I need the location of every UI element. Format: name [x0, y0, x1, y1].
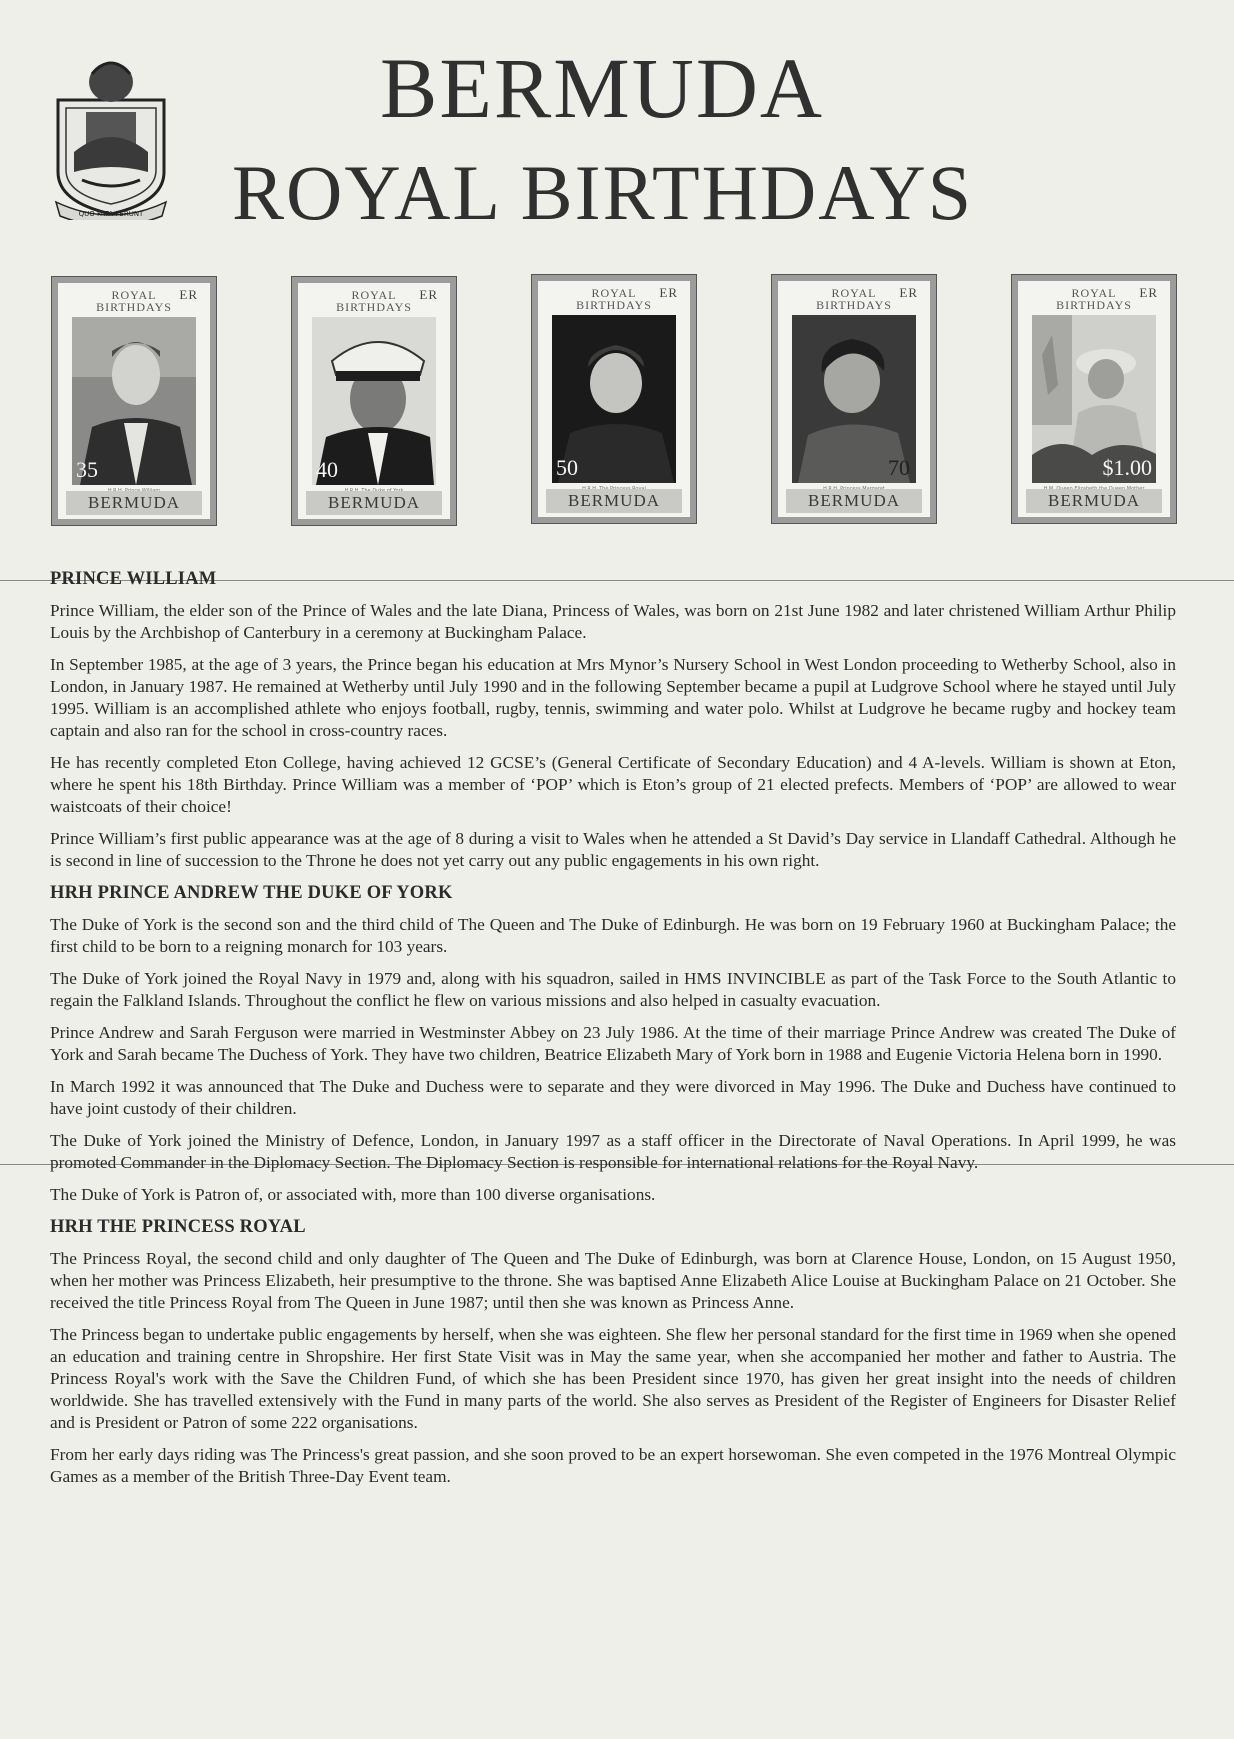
paragraph: He has recently completed Eton College, having achieved 12 GCSE’s (General Certificate of Secondary Education) and 4 A-levels. William is shown at Eton, where he spent his 18th Birthday. Prince William was a member of ‘POP’ which is Eton’s group of 21 elected prefects. Members of ‘POP’ are allowed to wear waistcoats of their choice!: [50, 753, 1176, 816]
paragraph: The Princess began to undertake public engagements by herself, when she was eighteen. She flew her personal standard for the first time in 1969 when she opened an education and training centre in Shropshire. Her first State Visit was in May the same year, when she accompanied her mother and father to Austria. The Princess Royal's work with the Save the Children Fund, of which she has been President since 1970, has given her great insight into the needs of children worldwide. She has travelled extensively with the Fund in many parts of the world. She also serves as President of the Register of Engineers for Disaster Relief and is President or Patron of some 222 organisations.: [50, 1325, 1176, 1432]
royal-cypher: ER: [179, 287, 198, 302]
stamp-top-label: ROYAL: [351, 288, 397, 302]
stamp-princess-royal: [531, 274, 697, 524]
paragraph: Prince William, the elder son of the Prince of Wales and the late Diana, Princess of Wales, was born on 21st June 1982 and later christened William Arthur Philip Louis by the Archbishop of Canterbury in a ceremony at Buckingham Palace.: [50, 601, 1176, 642]
paragraph: In September 1985, at the age of 3 years, the Prince began his education at Mrs Mynor’s Nursery School in West London proceeding to Wetherby School, also in London, in January 1987. He remained at Wetherby until July 1990 and in the following September became a pupil at Ludgrove School where he stayed until July 1995. William is an accomplished athlete who enjoys football, rugby, tennis, swimming and water polo. Whilst at Ludgrove he became rugby and hockey team captain and also ran for the school in cross-country races.: [50, 655, 1176, 740]
svg-text:QUO FATA FERUNT: QUO FATA FERUNT: [78, 210, 144, 218]
stamp-portrait: [72, 317, 196, 485]
paragraph: Prince William’s first public appearance was at the age of 8 during a visit to Wales when he attended a St David’s Day service in Llandaff Cathedral. Although he is second in line of succession to the Throne he does not yet carry out any public engagements in his own right.: [50, 829, 1176, 870]
stamp-queen-mother: [1011, 274, 1177, 524]
paragraph: The Duke of York joined the Royal Navy in 1979 and, along with his squadron, sailed in HMS INVINCIBLE as part of the Task Force to the South Atlantic to regain the Falkland Islands. Throughout the conflict he flew on various missions and also helped in casualty evacuation.: [50, 969, 1176, 1010]
stamp-top-label: BIRTHDAYS: [576, 298, 652, 312]
paragraph: The Princess Royal, the second child and only daughter of The Queen and The Duke of Edinburgh, was born at Clarence House, London, on 15 August 1950, when her mother was Princess Elizabeth, heir presumptive to the throne. She was baptised Anne Elizabeth Alice Louise at Buckingham Palace on 21 October. She received the title Princess Royal from The Queen in June 1987; until then she was known as Princess Anne.: [50, 1249, 1176, 1312]
stamp-value: 70: [888, 455, 910, 480]
stamp-top-label: ROYAL: [591, 286, 637, 300]
paragraph: From her early days riding was The Princess's great passion, and she soon proved to be an expert horsewoman. She even competed in the 1976 Montreal Olympic Games as a member of the British Three-Day Event team.: [50, 1445, 1176, 1486]
section-heading-princess-royal: HRH THE PRINCESS ROYAL: [50, 1217, 306, 1237]
stamp-top-label: BIRTHDAYS: [96, 300, 172, 314]
stamp-top-label: BIRTHDAYS: [336, 300, 412, 314]
stamp-country: BERMUDA: [546, 489, 682, 513]
stamp-top-label: BIRTHDAYS: [816, 298, 892, 312]
stamp-country: BERMUDA: [1026, 489, 1162, 513]
stamp-portrait: [552, 315, 676, 483]
stamp-portrait: [792, 315, 916, 483]
stamp-top-label: ROYAL: [831, 286, 877, 300]
stamp-value: 50: [556, 455, 578, 480]
paragraph: The Duke of York is Patron of, or associated with, more than 100 diverse organisations.: [50, 1185, 656, 1204]
stamp-top-label: BIRTHDAYS: [1056, 298, 1132, 312]
bermuda-crest-icon: [52, 52, 170, 220]
paragraph: The Duke of York is the second son and the third child of The Queen and The Duke of Edinburgh. He was born on 19 February 1960 at Buckingham Palace; the first child to be born to a reigning monarch for 103 years.: [50, 915, 1176, 956]
stamp-value: 40: [316, 457, 338, 482]
stamp-duke-of-york: [291, 276, 457, 526]
paragraph: In March 1992 it was announced that The Duke and Duchess were to separate and they were divorced in May 1996. The Duke and Duchess have continued to have joint custody of their children.: [50, 1077, 1176, 1118]
stamp-country: BERMUDA: [786, 489, 922, 513]
page-title-line1: BERMUDA: [380, 40, 825, 136]
stamp-country: BERMUDA: [66, 491, 202, 515]
paragraph: The Duke of York joined the Ministry of Defence, London, in January 1997 as a staff officer in the Directorate of Naval Operations. In April 1999, he was promoted Commander in the Diplomacy Section. The Diplomacy Section is responsible for international relations for the Royal Navy.: [50, 1131, 1176, 1172]
article-body: [50, 568, 1176, 1498]
stamp-top-label: ROYAL: [1071, 286, 1117, 300]
section-heading-duke-of-york: HRH PRINCE ANDREW THE DUKE OF YORK: [50, 883, 453, 903]
stamp-top-label: ROYAL: [111, 288, 157, 302]
stamp-value: $1.00: [1102, 455, 1152, 480]
stamp-portrait: [1032, 315, 1156, 483]
royal-cypher: ER: [419, 287, 438, 302]
stamp-value: 35: [76, 457, 98, 482]
page-title-line2: ROYAL BIRTHDAYS: [232, 149, 974, 236]
stamp-portrait: [312, 317, 436, 485]
section-heading-prince-william: PRINCE WILLIAM: [50, 569, 217, 589]
royal-cypher: ER: [659, 285, 678, 300]
stamp-prince-william: [51, 276, 217, 526]
stamp-country: BERMUDA: [306, 491, 442, 515]
royal-cypher: ER: [899, 285, 918, 300]
stamp-princess-margaret: [771, 274, 937, 524]
royal-cypher: ER: [1139, 285, 1158, 300]
paragraph: Prince Andrew and Sarah Ferguson were married in Westminster Abbey on 23 July 1986. At the time of their marriage Prince Andrew was created The Duke of York and Sarah became The Duchess of York. They have two children, Beatrice Elizabeth Mary of York born in 1988 and Eugenie Victoria Helena born in 1990.: [50, 1023, 1176, 1064]
